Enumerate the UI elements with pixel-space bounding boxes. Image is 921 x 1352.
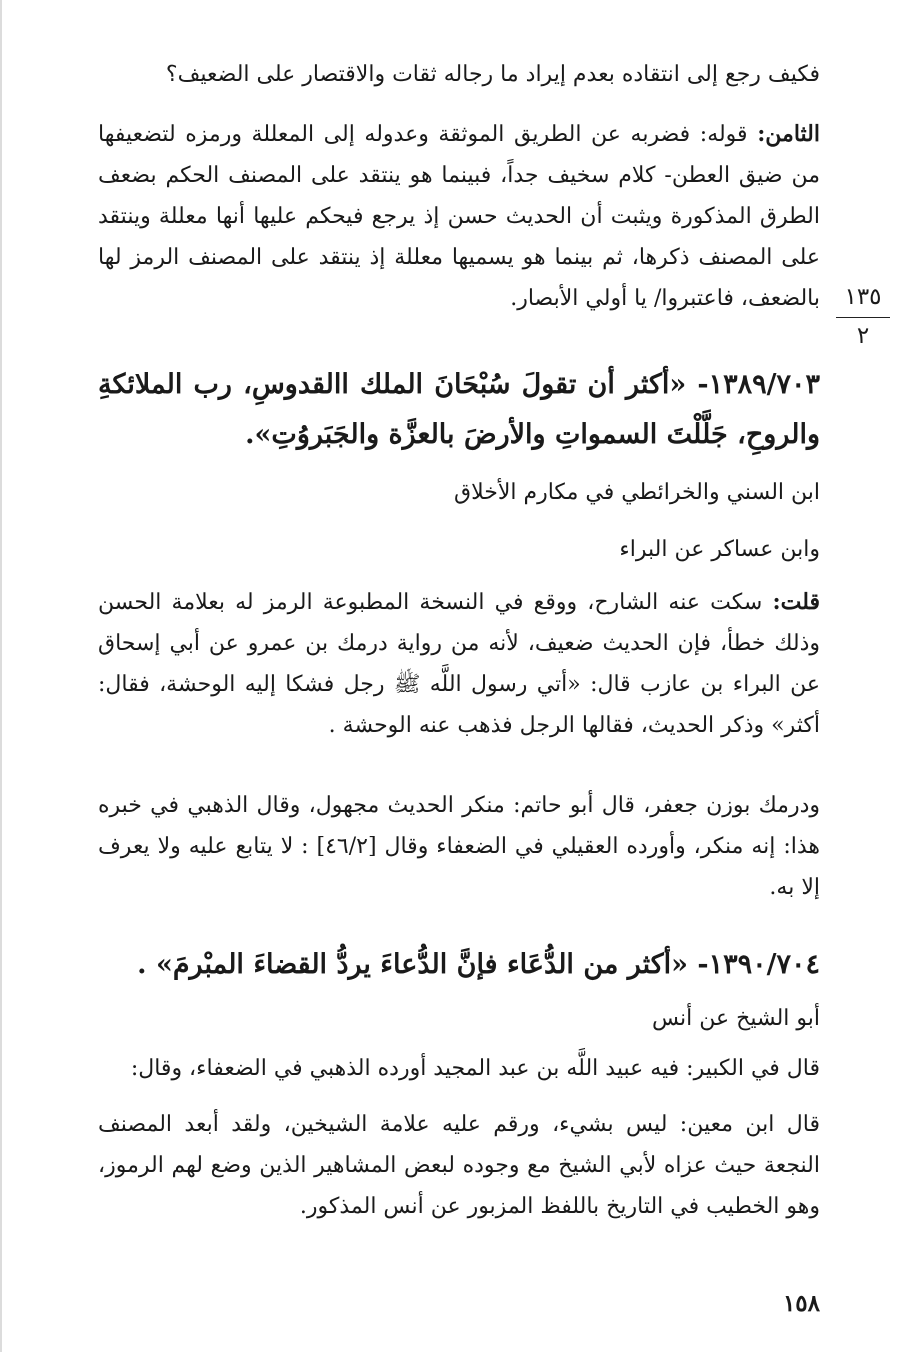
- source-1389-line-2: وابن عساكر عن البراء: [619, 537, 820, 562]
- page-number: ١٥٨: [782, 1290, 820, 1317]
- kabir-text: قال في الكبير: فيه عبيد اللَّه بن عبد المجيد أورده الذهبي في الضعفاء، وقال:: [130, 1056, 820, 1081]
- margin-reference-bottom: ٢: [856, 323, 870, 349]
- source-1390-line: أبو الشيخ عن أنس: [651, 1006, 820, 1031]
- margin-reference: [836, 283, 890, 350]
- eighth-paragraph: [98, 114, 820, 319]
- hadith-1389: [98, 360, 820, 460]
- eighth-text: قوله: فضربه عن الطريق الموثقة وعدوله إلى المعللة ورمزه لتضعيفها من ضيق العطن- كلام سخيف جداً، فبينما هو ينتقد على المصنف الحكم بضعف الطرق المذكورة ويثبت أن الحديث حسن إذ يرجع فيحكم عليها أنها معللة وينتقد على المصنف ذكرها، ثم بينما هو يسميها معللة إذ ينتقد على المصنف الرمز لها بالضعف، فاعتبروا/ يا أولي الأبصار.: [98, 122, 820, 311]
- intro-text: فكيف رجع إلى انتقاده بعدم إيراد ما رجاله ثقات والاقتصار على الضعيف؟: [165, 62, 820, 87]
- margin-reference-rule: [836, 317, 890, 318]
- ibn-main-paragraph: [98, 1104, 820, 1227]
- qult-lead: قلت:: [772, 589, 820, 615]
- hadith-1390-text: ١٣٩٠/٧٠٤- «أكثر من الدُّعَاء فإنَّ الدُّعاءَ يردُّ القضاءَ المبْرمَ» .: [137, 949, 820, 980]
- darmak-text: ودرمك بوزن جعفر، قال أبو حاتم: منكر الحديث مجهول، وقال الذهبي في خبره هذا: إنه منكر، وأورده العقيلي في الضعفاء وقال [٤٦/٢] : لا يتابع عليه ولا يعرف إلا به.: [98, 793, 820, 900]
- qult-paragraph: [98, 582, 820, 746]
- source-1389-line-1: ابن السني والخرائطي في مكارم الأخلاق: [454, 480, 820, 505]
- hadith-1390: [98, 940, 820, 990]
- eighth-lead: الثامن:: [757, 121, 820, 147]
- kabir-paragraph: [98, 1048, 820, 1089]
- intro-paragraph: [98, 54, 820, 95]
- page-edge: [0, 0, 2, 1352]
- ibn-main-text: قال ابن معين: ليس بشيء، ورقم عليه علامة الشيخين، ولقد أبعد المصنف النجعة حيث عزاه لأبي الشيخ مع وجوده لبعض المشاهير الذين وضع لهم الرموز، وهو الخطيب في التاريخ باللفظ المزبور عن أنس المذكور.: [98, 1112, 820, 1219]
- qult-text: سكت عنه الشارح، ووقع في النسخة المطبوعة الرمز له بعلامة الحسن وذلك خطأ، فإن الحديث ضعيف، لأنه من رواية درمك بن عمرو عن أبي إسحاق عن البراء بن عازب قال: «أتي رسول اللَّه ﷺ رجل فشكا إليه الوحشة، فقال: أكثر» وذكر الحديث، فقالها الرجل فذهب عنه الوحشة .: [98, 590, 820, 738]
- hadith-1389-text: ١٣٨٩/٧٠٣- «أكثر أن تقولَ سُبْحَانَ الملك االقدوسِ، رب الملائكةِ والروحِ، جَلَّلْتَ السمواتِ والأرضَ بالعزَّة والجَبَروُتِ».: [98, 369, 820, 450]
- margin-reference-top: ١٣٥: [844, 284, 882, 310]
- darmak-paragraph: [98, 785, 820, 908]
